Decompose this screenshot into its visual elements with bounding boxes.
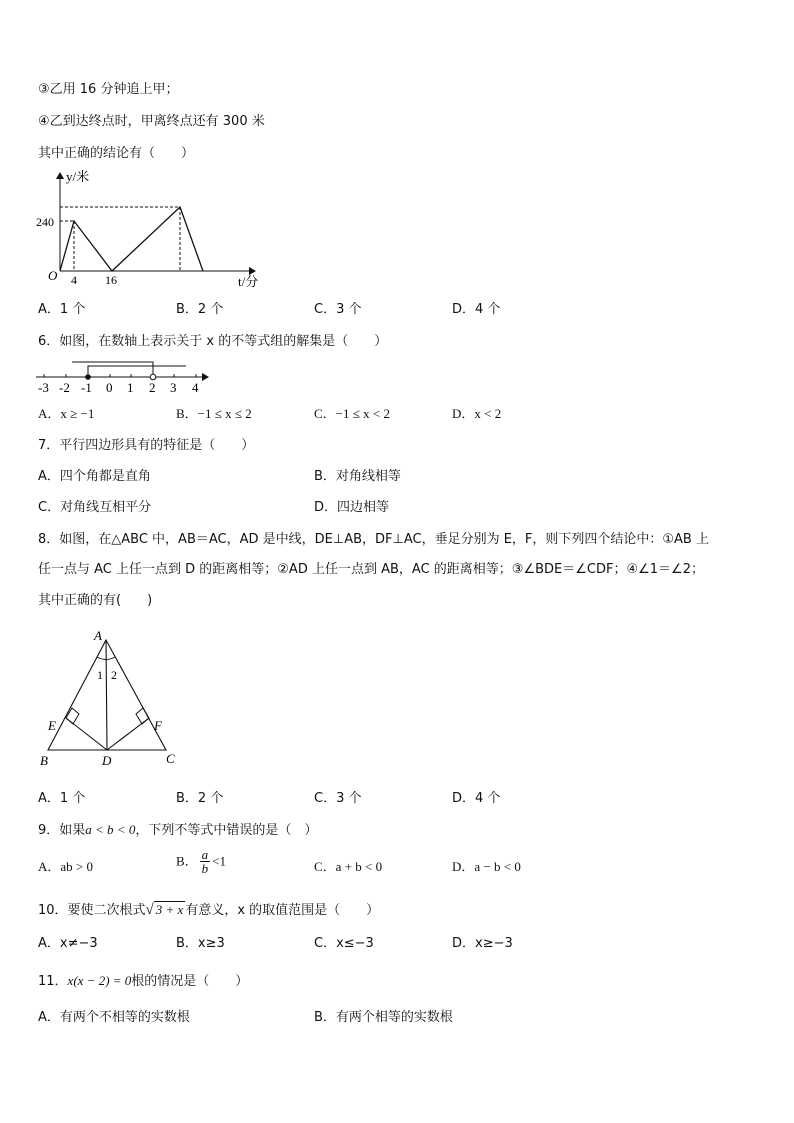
q7-option-a: A．四个角都是直角 [38,469,151,484]
q6-solution-bracket-right [72,362,153,377]
q10-option-d: D．x≥−3 [452,936,513,951]
q8-option-c: C．3 个 [314,791,362,806]
q5-prompt: 其中正确的结论有（ ） [38,146,195,161]
q9-option-b-prefix: B． [176,853,198,869]
q8-label-c: C [166,751,175,766]
q8-triangle-figure [34,624,184,772]
q6-number-line [30,356,220,396]
q5-distance-time-graph [30,168,270,293]
q6-label-neg3: -3 [38,380,49,395]
q8-label-d: D [102,753,112,768]
q6-label-neg1: -1 [81,380,92,395]
q9-option-b-suffix: <1 [212,853,227,869]
q6-option-c: C．−1 ≤ x < 2 [314,406,390,421]
q11-option-a: A．有两个不相等的实数根 [38,1010,190,1025]
q5-y-label: y/米 [66,169,90,184]
q9-stem-prefix: 9．如果 [38,823,86,838]
q8-prompt: 其中正确的有( ) [38,593,153,608]
q8-option-b: B．2 个 [176,791,224,806]
q8-angle-2: 2 [111,668,117,682]
q8-stem-line-2: 任一点与 AC 上任一点到 D 的距离相等；②AD 上任一点到 AB，AC 的距离相等；③∠BDE＝∠CDF；④∠1＝∠2； [38,562,704,577]
q8-option-a: A．1 个 [38,791,86,806]
q11-stem-suffix: 根的情况是（ ） [131,974,249,989]
q8-stem-line-1: 8．如图，在△ABC 中，AB＝AC，AD 是中线，DE⊥AB，DF⊥AC，垂足分别为 E，F，则下列四个结论中：①AB 上 [38,532,709,547]
q5-option-d: D．4 个 [452,302,501,317]
q9-condition: a < b < 0 [85,822,136,837]
q10-stem-suffix: 有意义，x 的取值范围是（ ） [185,903,380,918]
q5-item-3: ③乙用 16 分钟追上甲； [38,82,179,97]
q5-x-label: t/分 [238,274,259,289]
q8-angle-1: 1 [97,668,103,682]
q10-option-c: C．x≤−3 [314,936,374,951]
q8-median-ad [106,640,107,750]
q10-radicand: 3 + x [155,902,184,917]
q6-label-2: 2 [149,380,156,395]
q9-fraction-denominator: b [201,861,209,876]
q5-option-b: B．2 个 [176,302,224,317]
q9-fraction-numerator: a [201,847,209,862]
q5-y-tick-240: 240 [36,215,54,229]
q10-option-b: B．x≥3 [176,936,225,951]
q9-option-c: C．a + b < 0 [314,859,383,874]
q6-solution-bracket-left [88,366,186,377]
q8-option-d: D．4 个 [452,791,501,806]
q8-label-b: B [40,753,48,768]
q6-option-a: A．x ≥ −1 [38,406,95,421]
q5-graph-line [60,207,203,271]
q9-stem-suffix: ，下列不等式中错误的是（ ） [135,823,318,838]
q6-open-dot [150,374,156,380]
q5-x-tick-16: 16 [105,273,117,287]
q6-label-0: 0 [106,380,113,395]
q7-stem: 7．平行四边形具有的特征是（ ） [38,438,255,453]
q10-stem-prefix: 10．要使二次根式 [38,903,146,918]
q11-option-b: B．有两个相等的实数根 [314,1010,453,1025]
q9-option-b [176,848,226,875]
q11-stem [38,973,248,990]
q9-stem [38,822,317,839]
q11-stem-prefix: 11． [38,974,68,989]
q9-option-b-fraction [200,848,211,875]
q6-label-3: 3 [170,380,177,395]
q5-item-4: ④乙到达终点时，甲离终点还有 300 米 [38,114,265,129]
q5-option-c: C．3 个 [314,302,362,317]
q6-label-4: 4 [192,380,199,395]
q5-origin-label: O [48,268,58,283]
q9-option-d: D．a − b < 0 [452,859,521,874]
q11-equation: x(x − 2) = 0 [67,973,132,988]
q5-x-tick-4: 4 [71,273,77,287]
q9-option-a: A．ab > 0 [38,859,93,874]
q6-stem: 6．如图，在数轴上表示关于 x 的不等式组的解集是（ ） [38,334,388,349]
q6-label-neg2: -2 [59,380,70,395]
q10-sqrt-sign: √ [145,902,154,918]
q8-label-e: E [48,718,56,733]
q7-option-b: B．对角线相等 [314,469,401,484]
q10-option-a: A．x≠−3 [38,936,98,951]
q6-option-b: B．−1 ≤ x ≤ 2 [176,406,252,421]
q6-closed-dot [85,374,91,380]
q6-option-d: D．x < 2 [452,406,502,421]
q7-option-c: C．对角线互相平分 [38,500,152,515]
q5-option-a: A．1 个 [38,302,86,317]
q8-label-f: F [154,718,162,733]
q8-label-a: A [94,628,102,643]
q6-label-1: 1 [127,380,134,395]
q10-stem [38,901,379,919]
q8-right-angle-e [66,708,79,724]
q7-option-d: D．四边相等 [314,500,390,515]
